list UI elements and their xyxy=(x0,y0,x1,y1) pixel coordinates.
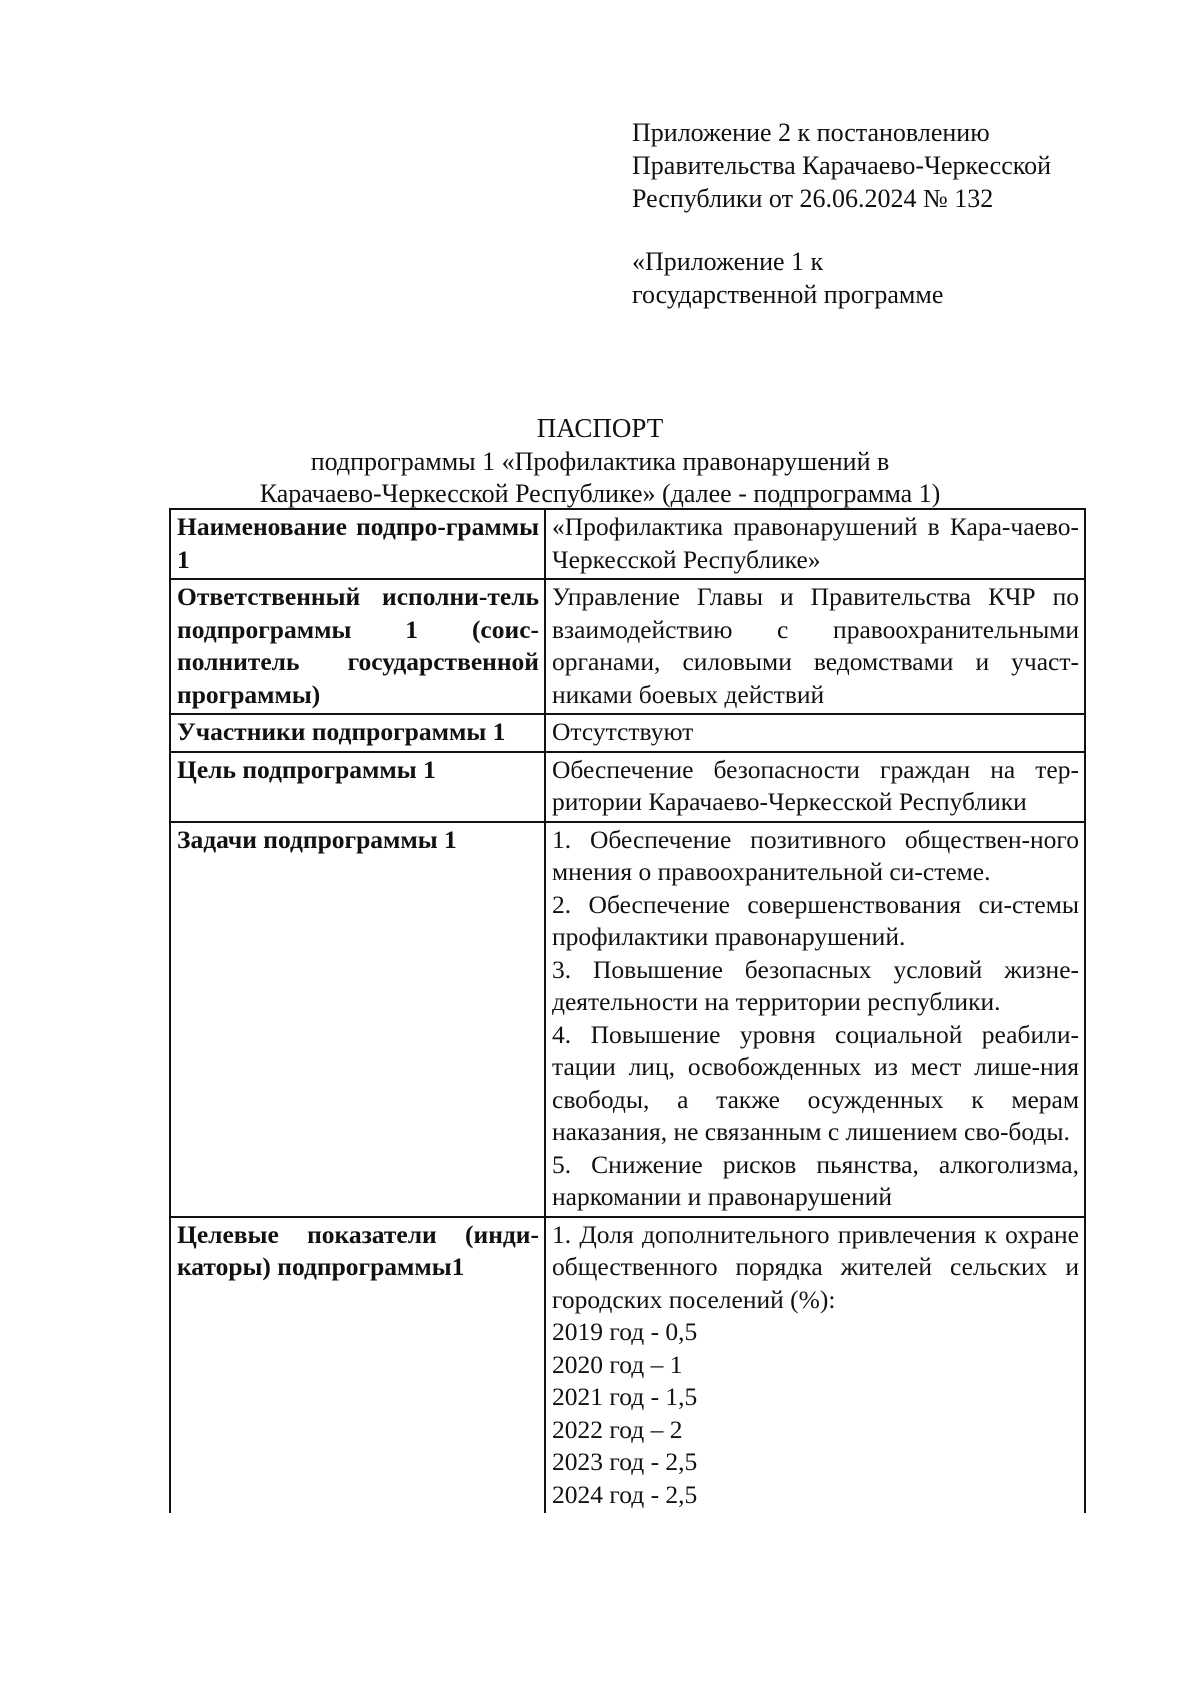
table-row xyxy=(170,579,1085,714)
value-paragraph: 2023 год - 2,5 xyxy=(552,1447,698,1476)
table-row xyxy=(170,714,1085,752)
value-paragraph: 2019 год - 0,5 xyxy=(552,1317,698,1346)
appendix-subline: государственной программе xyxy=(632,280,944,309)
document-subtitle: подпрограммы 1 «Профилактика правонарушений в xyxy=(310,447,890,476)
value-paragraph: 4. Повышение уровня социальной реабили-тации лиц, освобожденных из мест лише-ния свободы, а также осужденных к мерам наказания, не связанным с лишением сво-боды. xyxy=(552,1019,1079,1146)
row-label: Цель подпрограммы 1 xyxy=(170,752,545,822)
table-row xyxy=(170,509,1085,579)
value-paragraph: Обеспечение безопасности граждан на тер-ритории Карачаево-Черкесской Республики xyxy=(552,754,1079,816)
value-paragraph: 5. Снижение рисков пьянства, алкоголизма, наркомании и правонарушений xyxy=(552,1149,1079,1211)
value-paragraph: 1. Обеспечение позитивного обществен-ного мнения о правоохранительной си-стеме. xyxy=(552,824,1079,886)
row-value xyxy=(545,822,1085,1217)
row-label: Ответственный исполни-тель подпрограммы 1 (соис-полнитель государственной программы) xyxy=(170,579,545,714)
table-row xyxy=(170,1217,1085,1514)
value-paragraph: 2020 год – 1 xyxy=(552,1349,683,1379)
row-value xyxy=(545,1217,1085,1514)
appendix-line: Правительства Карачаево-Черкесской xyxy=(632,151,1051,180)
appendix-note xyxy=(632,116,1152,311)
value-paragraph: 2. Обеспечение совершенствования си-стемы профилактики правонарушений. xyxy=(552,889,1079,951)
value-paragraph: Управление Главы и Правительства КЧР по взаимодействию с правоохранительными органами, силовыми ведомствами и участ-никами боевых действий xyxy=(552,582,1079,709)
appendix-line: Республики от 26.06.2024 № 132 xyxy=(632,184,994,213)
row-value xyxy=(545,752,1085,822)
row-label: Целевые показатели (инди-каторы) подпрограммы1 xyxy=(170,1217,545,1514)
document-title: ПАСПОРТ xyxy=(536,413,664,443)
document-subtitle: Карачаево-Черкесской Республике» (далее - подпрограмма 1) xyxy=(259,479,941,508)
row-label: Наименование подпро-граммы 1 xyxy=(170,509,545,579)
document-heading xyxy=(0,412,1200,510)
appendix-subline: «Приложение 1 к xyxy=(632,247,824,276)
row-label: Задачи подпрограммы 1 xyxy=(170,822,545,1217)
value-paragraph: 2022 год – 2 xyxy=(552,1414,683,1444)
value-paragraph: 1. Доля дополнительного привлечения к охране общественного порядка жителей сельских и городских поселений (%): xyxy=(552,1219,1079,1314)
row-value xyxy=(545,509,1085,579)
value-paragraph: «Профилактика правонарушений в Кара-чаево-Черкесской Республике» xyxy=(552,512,1079,574)
appendix-line: Приложение 2 к постановлению xyxy=(632,118,990,147)
passport-table xyxy=(169,508,1086,1513)
row-label: Участники подпрограммы 1 xyxy=(170,714,545,752)
value-paragraph: Отсутствуют xyxy=(552,717,694,746)
row-value xyxy=(545,579,1085,714)
table-row xyxy=(170,752,1085,822)
row-value xyxy=(545,714,1085,752)
value-paragraph: 2021 год - 1,5 xyxy=(552,1382,698,1411)
value-paragraph: 2024 год - 2,5 xyxy=(552,1479,698,1509)
value-paragraph: 3. Повышение безопасных условий жизне-деятельности на территории республики. xyxy=(552,954,1079,1016)
table-row xyxy=(170,822,1085,1217)
